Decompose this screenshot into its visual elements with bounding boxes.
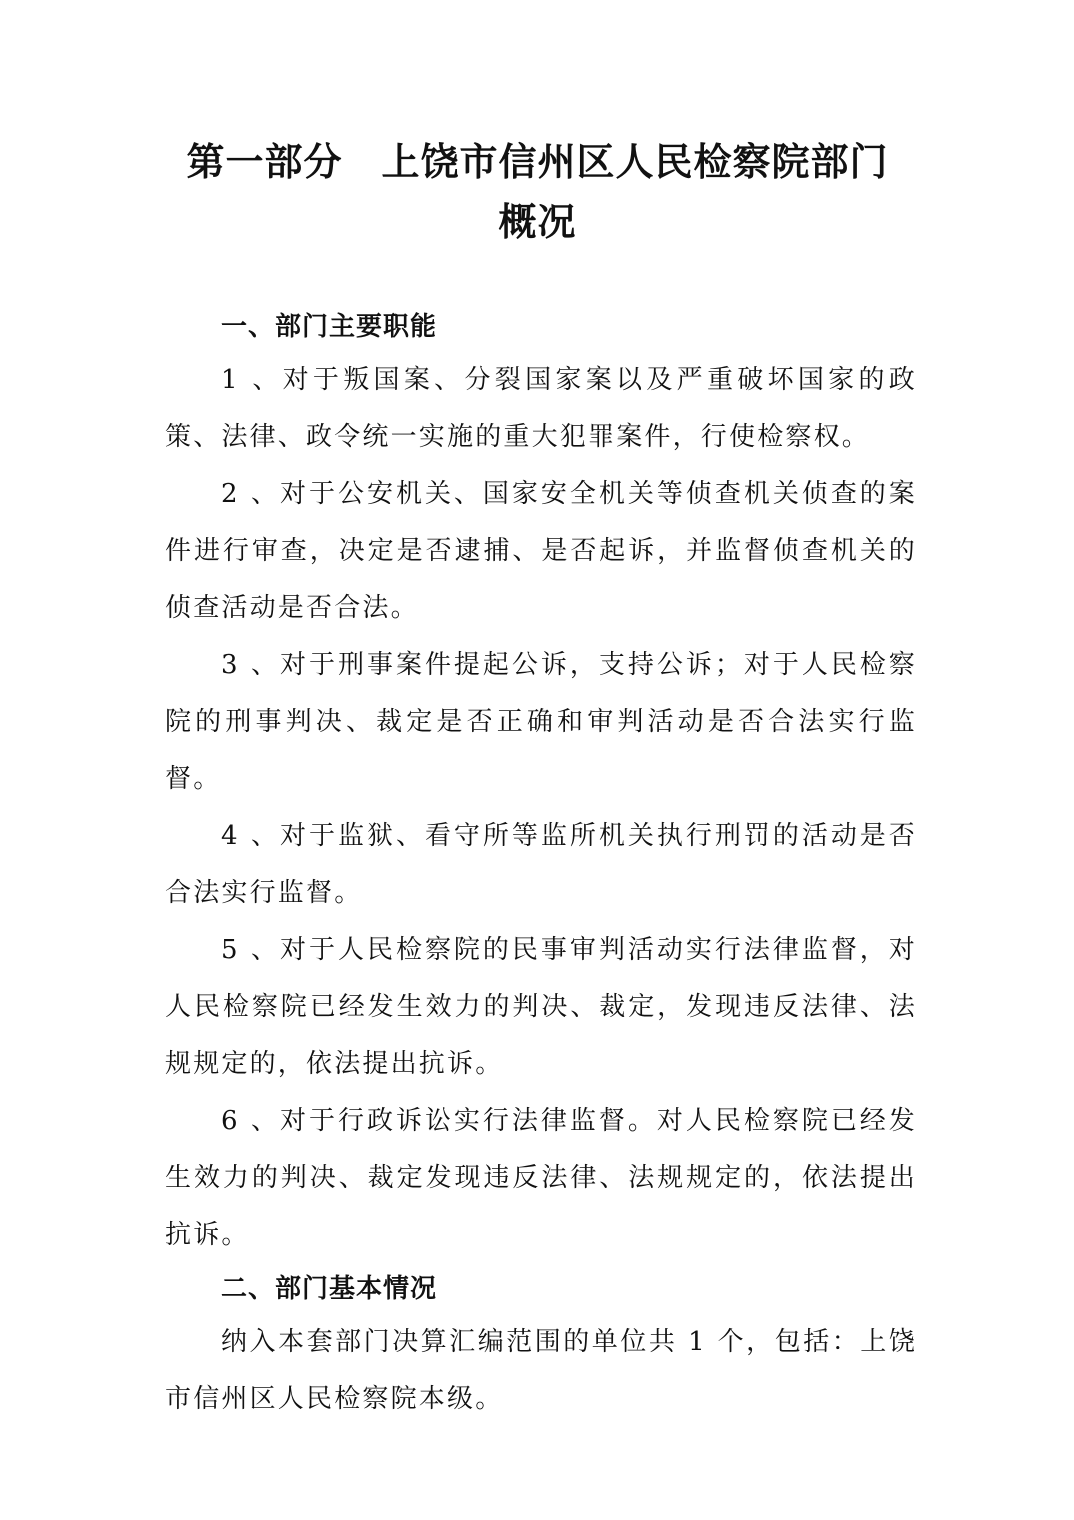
title-line-2: 概况 — [498, 200, 577, 244]
section-heading-basic-info: 二、部门基本情况 — [221, 1274, 438, 1304]
document-body — [165, 302, 917, 1428]
title-line-1: 第一部分 上饶市信州区人民检察院部门 — [186, 140, 889, 184]
function-item-5: 5 、对于人民检察院的民事审判活动实行法律监督，对人民检察院已经发生效力的判决、裁定，发现违反法律、法规规定的，依法提出抗诉。 — [165, 935, 917, 1079]
function-item-6: 6 、对于行政诉讼实行法律监督。对人民检察院已经发生效力的判决、裁定发现违反法律、法规规定的，依法提出抗诉。 — [165, 1106, 917, 1250]
page-title — [165, 132, 910, 252]
function-item-2: 2 、对于公安机关、国家安全机关等侦查机关侦查的案件进行审查，决定是否逮捕、是否起诉，并监督侦查机关的侦查活动是否合法。 — [165, 479, 917, 623]
function-item-1: 1 、对于叛国案、分裂国家案以及严重破坏国家的政策、法律、政令统一实施的重大犯罪案件，行使检察权。 — [165, 365, 917, 452]
section-heading-functions: 一、部门主要职能 — [221, 312, 438, 342]
function-item-3: 3 、对于刑事案件提起公诉，支持公诉；对于人民检察院的刑事判决、裁定是否正确和审判活动是否合法实行监督。 — [165, 650, 917, 794]
basic-info-paragraph: 纳入本套部门决算汇编范围的单位共 1 个，包括：上饶市信州区人民检察院本级。 — [165, 1327, 917, 1414]
function-item-4: 4 、对于监狱、看守所等监所机关执行刑罚的活动是否合法实行监督。 — [165, 821, 917, 908]
